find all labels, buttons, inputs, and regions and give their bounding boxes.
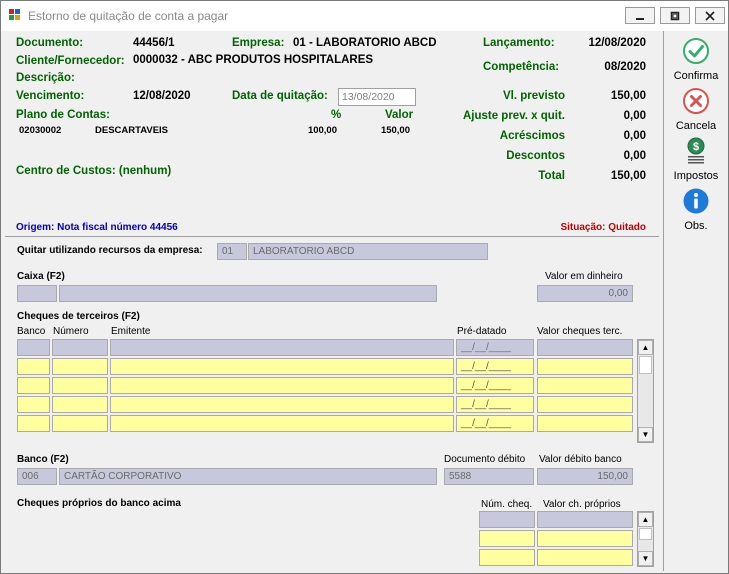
col-emitente: Emitente: [111, 326, 151, 337]
valor-dinheiro-label: Valor em dinheiro: [545, 271, 623, 282]
valor-dinheiro-field[interactable]: 0,00: [537, 285, 633, 302]
total-value: 0,00: [623, 110, 646, 122]
obs-label: Obs.: [684, 220, 708, 232]
cheques-terceiros-label: Cheques de terceiros (F2): [17, 311, 140, 322]
lancamento-label: Lançamento:: [483, 37, 555, 49]
caixa-label: Caixa (F2): [17, 271, 65, 282]
cancela-button[interactable]: [664, 87, 728, 132]
scroll-up-arrow-icon[interactable]: ▲: [638, 340, 653, 355]
col-valor-cheques: Valor cheques terc.: [537, 326, 623, 337]
grid-cell[interactable]: __/__/____: [456, 396, 534, 413]
title-bar: [1, 1, 728, 31]
info-icon: [682, 187, 710, 215]
cheques-proprios-label: Cheques próprios do banco acima: [17, 498, 181, 509]
grid-cell[interactable]: [537, 530, 633, 547]
grid-cell[interactable]: [537, 396, 633, 413]
client-area: [1, 31, 728, 573]
impostos-button[interactable]: [664, 137, 728, 182]
documento-debito-label: Documento débito: [444, 454, 526, 465]
plano-valor-header: Valor: [385, 109, 414, 121]
grid-cell[interactable]: [52, 415, 108, 432]
minimize-icon: [635, 11, 645, 21]
num-cheq-label: Núm. cheq.: [481, 499, 533, 510]
caixa-code-field[interactable]: [17, 285, 57, 302]
valor-debito-field[interactable]: 150,00: [537, 468, 633, 485]
grid-cell[interactable]: [52, 339, 108, 356]
grid-cell[interactable]: [110, 396, 454, 413]
banco-name-field[interactable]: CARTÃO CORPORATIVO: [59, 468, 437, 485]
total-value: 0,00: [623, 130, 646, 142]
scroll-up-arrow-icon[interactable]: ▲: [638, 512, 653, 527]
documento-value: 44456/1: [133, 37, 175, 49]
scroll-thumb[interactable]: [639, 356, 652, 374]
col-banco: Banco: [17, 326, 46, 337]
scroll-thumb[interactable]: [639, 528, 652, 540]
data-quitacao-label: Data de quitação:: [232, 90, 328, 102]
empresa-label: Empresa:: [232, 37, 285, 49]
quitar-empresa-code[interactable]: 01: [217, 243, 247, 260]
total-value: 150,00: [610, 90, 646, 102]
grid-cell[interactable]: __/__/____: [456, 358, 534, 375]
cancela-label: Cancela: [675, 120, 717, 132]
grid-cell[interactable]: [110, 377, 454, 394]
grid-cell[interactable]: [537, 339, 633, 356]
grid-cell[interactable]: [479, 549, 535, 566]
separator: [5, 236, 659, 237]
grid-cell[interactable]: [537, 358, 633, 375]
total-value: 0,00: [623, 150, 646, 162]
check-icon: [682, 37, 710, 65]
valor-debito-label: Valor débito banco: [539, 454, 622, 465]
competencia-value: 08/2020: [604, 61, 646, 73]
grid-cell[interactable]: [537, 415, 633, 432]
maximize-button[interactable]: [660, 7, 690, 24]
scroll-down-arrow-icon[interactable]: ▼: [638, 551, 653, 566]
total-label: Ajuste prev. x quit.: [462, 110, 565, 122]
plano-row-descricao: DESCARTAVEIS: [95, 125, 169, 136]
confirma-button[interactable]: [664, 37, 728, 82]
documento-debito-field[interactable]: 5588: [444, 468, 534, 485]
documento-label: Documento:: [16, 37, 84, 49]
scroll-down-arrow-icon[interactable]: ▼: [638, 427, 653, 442]
grid-cell[interactable]: [537, 377, 633, 394]
minimize-button[interactable]: [625, 7, 655, 24]
plano-contas-label: Plano de Contas:: [16, 109, 110, 121]
grid-cell[interactable]: __/__/____: [456, 377, 534, 394]
app-icon: [9, 9, 21, 21]
cliente-label: Cliente/Fornecedor:: [16, 55, 125, 67]
empresa-value: 01 - LABORATORIO ABCD: [293, 37, 437, 49]
quitar-empresa-name[interactable]: LABORATORIO ABCD: [248, 243, 488, 260]
grid-cell[interactable]: __/__/____: [456, 339, 534, 356]
confirma-label: Confirma: [673, 70, 719, 82]
banco-code-field[interactable]: 006: [17, 468, 57, 485]
col-numero: Número: [53, 326, 89, 337]
obs-button[interactable]: [664, 187, 728, 232]
grid-cell[interactable]: [17, 377, 50, 394]
grid-cell[interactable]: [17, 339, 50, 356]
descricao-label: Descrição:: [16, 72, 75, 84]
valor-ch-proprios-label: Valor ch. próprios: [543, 499, 621, 510]
impostos-label: Impostos: [673, 170, 719, 182]
lancamento-value: 12/08/2020: [588, 37, 646, 49]
cliente-value: 0000032 - ABC PRODUTOS HOSPITALARES: [133, 54, 374, 66]
grid-cell[interactable]: [479, 511, 535, 528]
grid-cell[interactable]: [537, 511, 633, 528]
cheques-proprios-scrollbar[interactable]: [637, 511, 654, 567]
grid-cell[interactable]: [110, 358, 454, 375]
total-value: 150,00: [610, 170, 646, 182]
svg-text:$: $: [692, 141, 700, 153]
vencimento-value: 12/08/2020: [133, 90, 191, 102]
plano-row-pct: 100,00: [307, 125, 337, 136]
col-pre-datado: Pré-datado: [457, 326, 507, 337]
grid-cell[interactable]: [479, 530, 535, 547]
close-button[interactable]: [695, 7, 725, 24]
grid-cell[interactable]: [17, 358, 50, 375]
situacao-text: Situação: Quitado: [560, 222, 646, 233]
action-sidebar: [663, 31, 728, 571]
grid-cell[interactable]: [537, 549, 633, 566]
total-label: Acréscimos: [499, 130, 565, 142]
data-quitacao-field[interactable]: 13/08/2020: [338, 88, 416, 106]
competencia-label: Competência:: [483, 61, 560, 73]
plano-row-valor: 150,00: [380, 125, 410, 136]
maximize-icon: [670, 11, 680, 21]
plano-pct-header: %: [331, 109, 342, 121]
grid-cell[interactable]: [110, 339, 454, 356]
vencimento-label: Vencimento:: [16, 90, 85, 102]
grid-cell[interactable]: [110, 415, 454, 432]
grid-cell[interactable]: [52, 377, 108, 394]
coins-icon: [682, 137, 710, 165]
centro-custos: Centro de Custos: (nenhum): [16, 165, 172, 177]
grid-cell[interactable]: [17, 415, 50, 432]
grid-cell[interactable]: [52, 396, 108, 413]
quitar-label: Quitar utilizando recursos da empresa:: [17, 245, 203, 256]
origem-text: Origem: Nota fiscal número 44456: [16, 222, 178, 233]
total-label: Total: [538, 170, 565, 182]
total-label: Descontos: [506, 150, 565, 162]
total-label: Vl. previsto: [503, 90, 565, 102]
grid-cell[interactable]: __/__/____: [456, 415, 534, 432]
cancel-icon: [682, 87, 710, 115]
banco-label: Banco (F2): [17, 454, 69, 465]
grid-cell[interactable]: [52, 358, 108, 375]
caixa-name-field[interactable]: [59, 285, 437, 302]
window-title: Estorno de quitação de conta a pagar: [28, 9, 229, 23]
cheques-terceiros-scrollbar[interactable]: [637, 339, 654, 443]
close-icon: [705, 11, 715, 21]
plano-row-conta: 02030002: [19, 125, 62, 136]
main-form: [5, 31, 659, 571]
grid-cell[interactable]: [17, 396, 50, 413]
